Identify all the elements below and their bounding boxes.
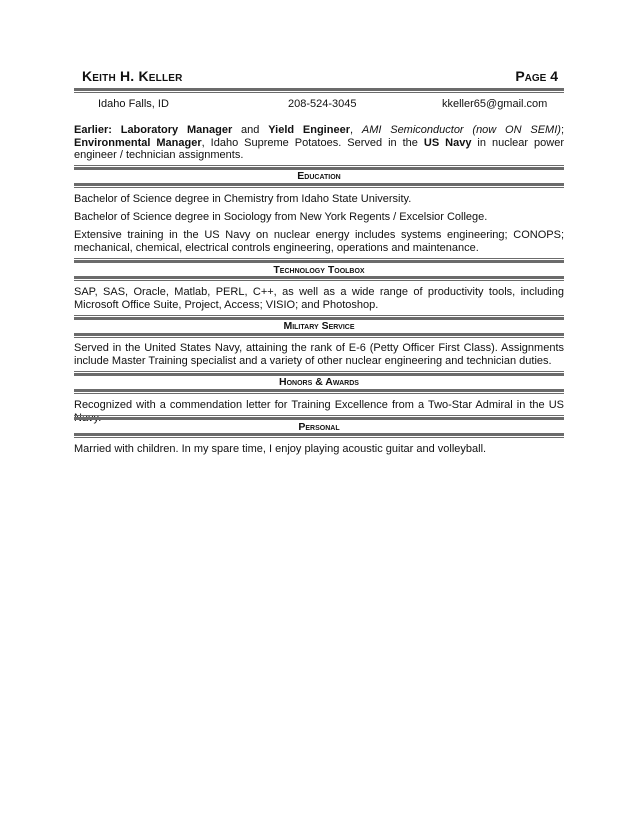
education-line-2: Bachelor of Science degree in Sociology from New York Regents / Excelsior College.: [74, 211, 488, 223]
toolbox-title: Technology Toolbox: [273, 264, 365, 276]
personal-rule-bottom: [74, 433, 564, 438]
earlier-text2: in nuclear power engineer / technician assignments.: [74, 136, 564, 161]
honors-text: Recognized with a commendation letter for Training Excellence from a Two-Star Admiral in the US: [74, 399, 564, 411]
earlier-role-yield: Yield Engineer: [268, 124, 350, 136]
header-rule: [74, 88, 564, 93]
earlier-text: , Idaho Supreme Potatoes. Served in the: [201, 136, 424, 149]
earlier-role-env: Environmental Manager: [74, 136, 202, 149]
contact-email: kkeller65@gmail.com: [442, 98, 548, 110]
military-rule-bottom: [74, 333, 564, 338]
honors-rule-bottom: [74, 389, 564, 394]
contact-phone: 208-524-3045: [288, 98, 357, 110]
page-header: [74, 68, 564, 88]
earlier-and: and: [232, 124, 269, 136]
toolbox-text: SAP, SAS, Oracle, Matlab, PERL, C++, as well as a wide range of productivity tools, including Microsoft Office Suite, Project, Access; VISIO; and Photoshop.: [74, 286, 564, 311]
toolbox-rule-bottom: [74, 276, 564, 281]
education-line-1: Bachelor of Science degree in Chemistry from Idaho State University.: [74, 193, 412, 205]
earlier-company: AMI Semiconductor (now ON SEMI): [361, 124, 561, 136]
military-text: Served in the United States Navy, attaining the rank of E-6 (Petty Officer First Class). Assignments include Master Training specialist and a variety of other nuclear engineering and technician duties.: [74, 342, 564, 367]
personal-title: Personal: [298, 421, 340, 433]
education-rule-bottom: [74, 183, 564, 188]
honors-title: Honors & Awards: [279, 376, 359, 388]
earlier-sep: ,: [349, 124, 362, 136]
education-line-3: Extensive training in the US Navy on nuclear energy includes systems engineering; CONOPS; mechanical, chemical, electrical controls engineering, operations and maintenance.: [74, 229, 564, 254]
education-title: Education: [297, 170, 341, 182]
page-number: Page 4: [515, 68, 558, 84]
personal-text: Married with children. In my spare time, I enjoy playing acoustic guitar and volleyball.: [74, 443, 487, 455]
contact-line: [74, 98, 564, 112]
candidate-name: Keith H. Keller: [82, 68, 183, 84]
earlier-sep2: ;: [560, 124, 564, 136]
earlier-lead: Earlier: Laboratory Manager: [74, 124, 233, 136]
military-title: Military Service: [283, 320, 355, 332]
earlier-navy: US Navy: [423, 136, 472, 149]
personal-rule-top: [74, 415, 564, 420]
contact-city: Idaho Falls, ID: [98, 98, 169, 110]
toolbox-rule-top: [74, 258, 564, 263]
earlier-experience: [74, 124, 564, 162]
